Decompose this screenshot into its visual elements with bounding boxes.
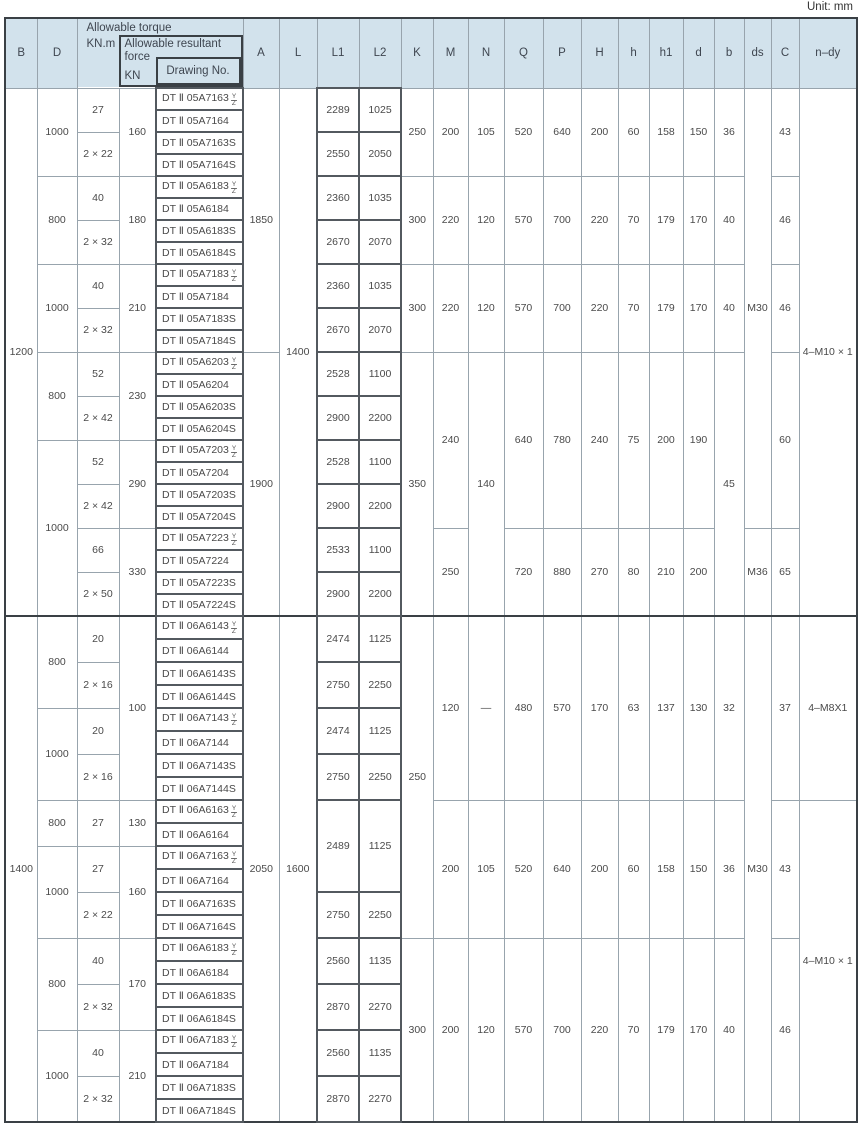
table-row — [5, 264, 857, 286]
cell-h: 70 — [618, 264, 649, 352]
drawing-no-cell: DT Ⅱ 06A7144S — [156, 777, 243, 800]
cell-h1: 210 — [649, 528, 683, 616]
cell-P: 700 — [543, 264, 581, 352]
cell-h: 80 — [618, 528, 649, 616]
cell-M: 220 — [433, 264, 468, 352]
cell-P: 700 — [543, 176, 581, 264]
cell-force: 290 — [119, 440, 156, 528]
yz-superscript: $\frac{Y}{Z}$ — [231, 713, 237, 727]
cell-B: 1400 — [5, 616, 37, 1122]
cell-L1: 2870 — [317, 1076, 359, 1122]
drawing-no-cell: DT Ⅱ 05A7184S — [156, 330, 243, 352]
drawing-no-cell: DT Ⅱ 06A7144 — [156, 731, 243, 754]
cell-Q: 720 — [504, 528, 543, 616]
cell-L1: 2900 — [317, 484, 359, 528]
col-header-M: M — [433, 18, 468, 88]
cell-force: 130 — [119, 800, 156, 846]
cell-L2: 1035 — [359, 176, 401, 220]
cell-L: 1400 — [279, 88, 317, 616]
drawing-no-cell: DT Ⅱ 06A6183 $\frac{Y}{Z}$ — [156, 938, 243, 961]
cell-h: 63 — [618, 616, 649, 800]
cell-D: 800 — [37, 176, 77, 264]
cell-L1: 2900 — [317, 396, 359, 440]
cell-d: 170 — [683, 176, 714, 264]
cell-A: 1850 — [243, 88, 279, 352]
col-header-B: B — [5, 18, 37, 88]
cell-L1: 2474 — [317, 616, 359, 662]
yz-superscript: $\frac{Y}{Z}$ — [231, 943, 237, 957]
kn-label: KN — [124, 70, 141, 82]
cell-H: 200 — [581, 88, 618, 176]
cell-A: 2050 — [243, 616, 279, 1122]
cell-C: 60 — [771, 352, 799, 528]
drawing-no-cell: DT Ⅱ 05A7184 — [156, 286, 243, 308]
yz-superscript: $\frac{Y}{Z}$ — [231, 444, 237, 459]
cell-L1: 2560 — [317, 1030, 359, 1076]
cell-torque: 40 — [77, 264, 119, 308]
cell-L2: 2070 — [359, 308, 401, 352]
cell-P: 780 — [543, 352, 581, 528]
cell-L1: 2528 — [317, 352, 359, 396]
drawing-no-cell: DT Ⅱ 06A6183S — [156, 984, 243, 1007]
drawing-no-cell: DT Ⅱ 05A7164S — [156, 154, 243, 176]
drawing-no-cell: DT Ⅱ 06A7163 $\frac{Y}{Z}$ — [156, 846, 243, 869]
cell-h1: 158 — [649, 88, 683, 176]
cell-P: 640 — [543, 88, 581, 176]
drawing-no-cell: DT Ⅱ 05A6203S — [156, 396, 243, 418]
cell-h1: 179 — [649, 176, 683, 264]
cell-torque: 20 — [77, 708, 119, 754]
cell-Q: 640 — [504, 352, 543, 528]
drawing-no-cell: DT Ⅱ 05A6183 $\frac{Y}{Z}$ — [156, 176, 243, 198]
cell-D: 1000 — [37, 264, 77, 352]
cell-K: 350 — [401, 352, 433, 616]
cell-torque: 2 × 16 — [77, 662, 119, 708]
cell-L1: 2750 — [317, 754, 359, 800]
drawing-no-cell: DT Ⅱ 05A7163S — [156, 132, 243, 154]
cell-L2: 1125 — [359, 708, 401, 754]
col-header-ndy: n–dy — [799, 18, 857, 88]
cell-L2: 1100 — [359, 352, 401, 396]
drawing-no-cell: DT Ⅱ 05A7204S — [156, 506, 243, 528]
cell-ds: M30 — [744, 88, 771, 528]
cell-L2: 2200 — [359, 484, 401, 528]
cell-torque: 2 × 22 — [77, 892, 119, 938]
cell-h1: 137 — [649, 616, 683, 800]
yz-superscript: $\frac{Y}{Z}$ — [231, 268, 237, 283]
knm-label: KN.m — [86, 38, 116, 50]
cell-torque: 27 — [77, 88, 119, 132]
cell-h1: 179 — [649, 264, 683, 352]
cell-N: 105 — [468, 800, 504, 938]
drawing-no-cell: DT Ⅱ 06A7184S — [156, 1099, 243, 1122]
table-row — [5, 352, 857, 374]
cell-C: 46 — [771, 938, 799, 1122]
cell-force: 330 — [119, 528, 156, 616]
cell-Q: 570 — [504, 176, 543, 264]
cell-M: 200 — [433, 938, 468, 1122]
cell-L2: 1025 — [359, 88, 401, 132]
cell-force: 210 — [119, 1030, 156, 1122]
cell-D: 1000 — [37, 1030, 77, 1122]
col-header-L1: L1 — [317, 18, 359, 88]
drawing-no-cell: DT Ⅱ 06A6144S — [156, 685, 243, 708]
cell-d: 150 — [683, 88, 714, 176]
cell-torque: 2 × 50 — [77, 572, 119, 616]
cell-C: 46 — [771, 176, 799, 264]
drawing-no-cell: DT Ⅱ 05A7203S — [156, 484, 243, 506]
cell-h: 60 — [618, 800, 649, 938]
cell-torque: 52 — [77, 352, 119, 396]
col-header-ds: ds — [744, 18, 771, 88]
cell-P: 570 — [543, 616, 581, 800]
col-header-P: P — [543, 18, 581, 88]
cell-torque: 40 — [77, 176, 119, 220]
cell-H: 220 — [581, 938, 618, 1122]
cell-B: 1200 — [5, 88, 37, 616]
col-header-L: L — [279, 18, 317, 88]
drawing-no-cell: DT Ⅱ 06A7183 $\frac{Y}{Z}$ — [156, 1030, 243, 1053]
cell-torque: 52 — [77, 440, 119, 484]
cell-force: 230 — [119, 352, 156, 440]
drawing-no-cell: DT Ⅱ 05A6183S — [156, 220, 243, 242]
cell-L1: 2360 — [317, 176, 359, 220]
cell-b: 40 — [714, 264, 744, 352]
drawing-no-cell: DT Ⅱ 05A7223 $\frac{Y}{Z}$ — [156, 528, 243, 550]
drawing-no-cell: DT Ⅱ 06A6184 — [156, 961, 243, 984]
cell-L1: 2533 — [317, 528, 359, 572]
cell-M: 200 — [433, 800, 468, 938]
cell-h: 70 — [618, 938, 649, 1122]
cell-h: 60 — [618, 88, 649, 176]
drawing-no-cell: DT Ⅱ 06A7143 $\frac{Y}{Z}$ — [156, 708, 243, 731]
table-section-upper — [5, 88, 857, 616]
drawing-no-cell: DT Ⅱ 06A6143S — [156, 662, 243, 685]
cell-L2: 1135 — [359, 938, 401, 984]
cell-L1: 2550 — [317, 132, 359, 176]
cell-M: 240 — [433, 352, 468, 528]
cell-N: 120 — [468, 176, 504, 264]
cell-K: 300 — [401, 264, 433, 352]
cell-D: 800 — [37, 352, 77, 440]
spec-table — [4, 17, 858, 1123]
drawing-no-cell: DT Ⅱ 06A6143 $\frac{Y}{Z}$ — [156, 616, 243, 639]
cell-h1: 200 — [649, 352, 683, 528]
col-header-N: N — [468, 18, 504, 88]
cell-d: 200 — [683, 528, 714, 616]
cell-torque: 2 × 32 — [77, 308, 119, 352]
cell-N: 120 — [468, 938, 504, 1122]
cell-b: 40 — [714, 176, 744, 264]
cell-torque: 2 × 32 — [77, 1076, 119, 1122]
cell-b: 45 — [714, 352, 744, 616]
cell-h: 70 — [618, 176, 649, 264]
table-row — [5, 88, 857, 110]
yz-superscript: $\frac{Y}{Z}$ — [231, 180, 237, 195]
drawing-no-label: Drawing No. — [166, 65, 230, 77]
cell-force: 160 — [119, 846, 156, 938]
cell-D: 800 — [37, 938, 77, 1030]
cell-L1: 2360 — [317, 264, 359, 308]
col-header-L2: L2 — [359, 18, 401, 88]
cell-K: 300 — [401, 938, 433, 1122]
cell-L2: 1135 — [359, 1030, 401, 1076]
cell-N: 120 — [468, 264, 504, 352]
cell-Q: 520 — [504, 800, 543, 938]
drawing-no-cell: DT Ⅱ 05A7224 — [156, 550, 243, 572]
cell-torque: 66 — [77, 528, 119, 572]
cell-torque: 40 — [77, 1030, 119, 1076]
header-row — [5, 18, 857, 88]
cell-D: 1000 — [37, 846, 77, 938]
table-row — [5, 176, 857, 198]
yz-superscript: $\frac{Y}{Z}$ — [231, 851, 237, 865]
drawing-no-cell: DT Ⅱ 05A6184S — [156, 242, 243, 264]
cell-H: 170 — [581, 616, 618, 800]
col-header-b: b — [714, 18, 744, 88]
cell-torque: 2 × 32 — [77, 220, 119, 264]
col-header-C: C — [771, 18, 799, 88]
yz-superscript: $\frac{Y}{Z}$ — [231, 805, 237, 819]
cell-N: — — [468, 616, 504, 800]
cell-C: 37 — [771, 616, 799, 800]
cell-h: 75 — [618, 352, 649, 528]
cell-Q: 520 — [504, 88, 543, 176]
allowable-resultant-box — [119, 35, 243, 87]
cell-ndy: 4–M10 × 1 — [799, 88, 857, 616]
drawing-no-cell: DT Ⅱ 06A6144 — [156, 639, 243, 662]
unit-label: Unit: mm — [807, 1, 853, 13]
drawing-no-cell: DT Ⅱ 05A7223S — [156, 572, 243, 594]
table-header — [5, 18, 857, 88]
col-header-Q: Q — [504, 18, 543, 88]
col-header-H: H — [581, 18, 618, 88]
cell-torque: 2 × 32 — [77, 984, 119, 1030]
cell-L1: 2900 — [317, 572, 359, 616]
drawing-no-cell: DT Ⅱ 06A6184S — [156, 1007, 243, 1030]
yz-superscript: $\frac{Y}{Z}$ — [231, 621, 237, 635]
cell-force: 100 — [119, 616, 156, 800]
cell-C: 43 — [771, 800, 799, 938]
cell-L1: 2489 — [317, 800, 359, 892]
cell-h1: 158 — [649, 800, 683, 938]
cell-ds: M30 — [744, 616, 771, 1122]
cell-D: 800 — [37, 616, 77, 708]
cell-b: 32 — [714, 616, 744, 800]
cell-M: 220 — [433, 176, 468, 264]
drawing-no-cell: DT Ⅱ 05A6184 — [156, 198, 243, 220]
cell-H: 240 — [581, 352, 618, 528]
drawing-no-cell: DT Ⅱ 06A6164 — [156, 823, 243, 846]
cell-h1: 179 — [649, 938, 683, 1122]
cell-M: 200 — [433, 88, 468, 176]
cell-M: 120 — [433, 616, 468, 800]
cell-L2: 2250 — [359, 662, 401, 708]
col-header-D: D — [37, 18, 77, 88]
cell-L1: 2670 — [317, 220, 359, 264]
cell-L2: 1035 — [359, 264, 401, 308]
drawing-no-cell: DT Ⅱ 05A6203 $\frac{Y}{Z}$ — [156, 352, 243, 374]
cell-Q: 480 — [504, 616, 543, 800]
drawing-no-cell: DT Ⅱ 05A7163 $\frac{Y}{Z}$ — [156, 88, 243, 110]
cell-d: 190 — [683, 352, 714, 528]
cell-L: 1600 — [279, 616, 317, 1122]
cell-L2: 2270 — [359, 984, 401, 1030]
cell-L2: 1100 — [359, 528, 401, 572]
allowable-resultant-label: Allowable resultant force — [124, 38, 222, 63]
cell-P: 640 — [543, 800, 581, 938]
cell-b: 36 — [714, 88, 744, 176]
drawing-no-cell: DT Ⅱ 05A6204 — [156, 374, 243, 396]
drawing-no-cell: DT Ⅱ 06A7163S — [156, 892, 243, 915]
drawing-no-cell: DT Ⅱ 05A7164 — [156, 110, 243, 132]
cell-torque: 2 × 42 — [77, 396, 119, 440]
cell-N: 105 — [468, 88, 504, 176]
cell-L1: 2670 — [317, 308, 359, 352]
cell-L2: 2200 — [359, 396, 401, 440]
drawing-no-cell: DT Ⅱ 06A7143S — [156, 754, 243, 777]
col-header-h1: h1 — [649, 18, 683, 88]
cell-d: 130 — [683, 616, 714, 800]
cell-L2: 1100 — [359, 440, 401, 484]
cell-b: 36 — [714, 800, 744, 938]
drawing-no-cell: DT Ⅱ 06A7183S — [156, 1076, 243, 1099]
cell-D: 800 — [37, 800, 77, 846]
drawing-no-cell: DT Ⅱ 05A6204S — [156, 418, 243, 440]
cell-L2: 1125 — [359, 616, 401, 662]
cell-torque: 40 — [77, 938, 119, 984]
cell-K: 300 — [401, 176, 433, 264]
cell-torque: 27 — [77, 800, 119, 846]
allowable-torque-label: Allowable torque — [86, 22, 172, 34]
cell-Q: 570 — [504, 264, 543, 352]
col-header-A: A — [243, 18, 279, 88]
cell-D: 1000 — [37, 88, 77, 176]
cell-H: 220 — [581, 176, 618, 264]
drawing-no-cell: DT Ⅱ 05A7183S — [156, 308, 243, 330]
cell-b: 40 — [714, 938, 744, 1122]
cell-L1: 2289 — [317, 88, 359, 132]
col-header-K: K — [401, 18, 433, 88]
cell-force: 180 — [119, 176, 156, 264]
cell-H: 200 — [581, 800, 618, 938]
cell-torque: 20 — [77, 616, 119, 662]
table-section-lower — [5, 616, 857, 1122]
cell-torque: 2 × 16 — [77, 754, 119, 800]
col-header-d: d — [683, 18, 714, 88]
drawing-no-cell: DT Ⅱ 06A7164S — [156, 915, 243, 938]
cell-K: 250 — [401, 88, 433, 176]
cell-Q: 570 — [504, 938, 543, 1122]
cell-torque: 27 — [77, 846, 119, 892]
cell-force: 210 — [119, 264, 156, 352]
drawing-no-cell: DT Ⅱ 06A7184 — [156, 1053, 243, 1076]
table-row — [5, 938, 857, 961]
yz-superscript: $\frac{Y}{Z}$ — [231, 532, 237, 547]
cell-torque: 2 × 42 — [77, 484, 119, 528]
cell-K: 250 — [401, 616, 433, 938]
cell-D: 1000 — [37, 440, 77, 616]
drawing-no-cell: DT Ⅱ 06A6163 $\frac{Y}{Z}$ — [156, 800, 243, 823]
cell-ndy: 4–M10 × 1 — [799, 800, 857, 1122]
cell-ndy: 4–M8X1 — [799, 616, 857, 800]
drawing-no-cell: DT Ⅱ 05A7183 $\frac{Y}{Z}$ — [156, 264, 243, 286]
cell-force: 170 — [119, 938, 156, 1030]
yz-superscript: $\frac{Y}{Z}$ — [231, 356, 237, 371]
cell-force: 160 — [119, 88, 156, 176]
cell-H: 270 — [581, 528, 618, 616]
cell-L1: 2560 — [317, 938, 359, 984]
cell-torque: 2 × 22 — [77, 132, 119, 176]
cell-C: 46 — [771, 264, 799, 352]
cell-L2: 1125 — [359, 800, 401, 892]
cell-L1: 2528 — [317, 440, 359, 484]
cell-D: 1000 — [37, 708, 77, 800]
table-row — [5, 616, 857, 639]
cell-ds: M36 — [744, 528, 771, 616]
cell-d: 170 — [683, 264, 714, 352]
cell-M: 250 — [433, 528, 468, 616]
cell-L1: 2750 — [317, 662, 359, 708]
cell-L2: 2050 — [359, 132, 401, 176]
drawing-no-cell: DT Ⅱ 05A7203 $\frac{Y}{Z}$ — [156, 440, 243, 462]
cell-C: 43 — [771, 88, 799, 176]
drawing-no-header — [156, 57, 241, 85]
cell-L2: 2270 — [359, 1076, 401, 1122]
drawing-no-cell: DT Ⅱ 05A7224S — [156, 594, 243, 616]
yz-superscript: $\frac{Y}{Z}$ — [231, 1035, 237, 1049]
cell-N: 140 — [468, 352, 504, 616]
cell-L1: 2750 — [317, 892, 359, 938]
cell-A: 1900 — [243, 352, 279, 616]
cell-d: 170 — [683, 938, 714, 1122]
col-header-torque-group — [77, 18, 243, 88]
cell-P: 700 — [543, 938, 581, 1122]
drawing-no-cell: DT Ⅱ 06A7164 — [156, 869, 243, 892]
cell-L2: 2070 — [359, 220, 401, 264]
cell-L1: 2474 — [317, 708, 359, 754]
drawing-no-cell: DT Ⅱ 05A7204 — [156, 462, 243, 484]
col-header-h: h — [618, 18, 649, 88]
cell-d: 150 — [683, 800, 714, 938]
cell-L2: 2200 — [359, 572, 401, 616]
cell-L2: 2250 — [359, 892, 401, 938]
cell-C: 65 — [771, 528, 799, 616]
cell-L1: 2870 — [317, 984, 359, 1030]
cell-P: 880 — [543, 528, 581, 616]
cell-H: 220 — [581, 264, 618, 352]
cell-L2: 2250 — [359, 754, 401, 800]
yz-superscript: $\frac{Y}{Z}$ — [231, 92, 237, 107]
